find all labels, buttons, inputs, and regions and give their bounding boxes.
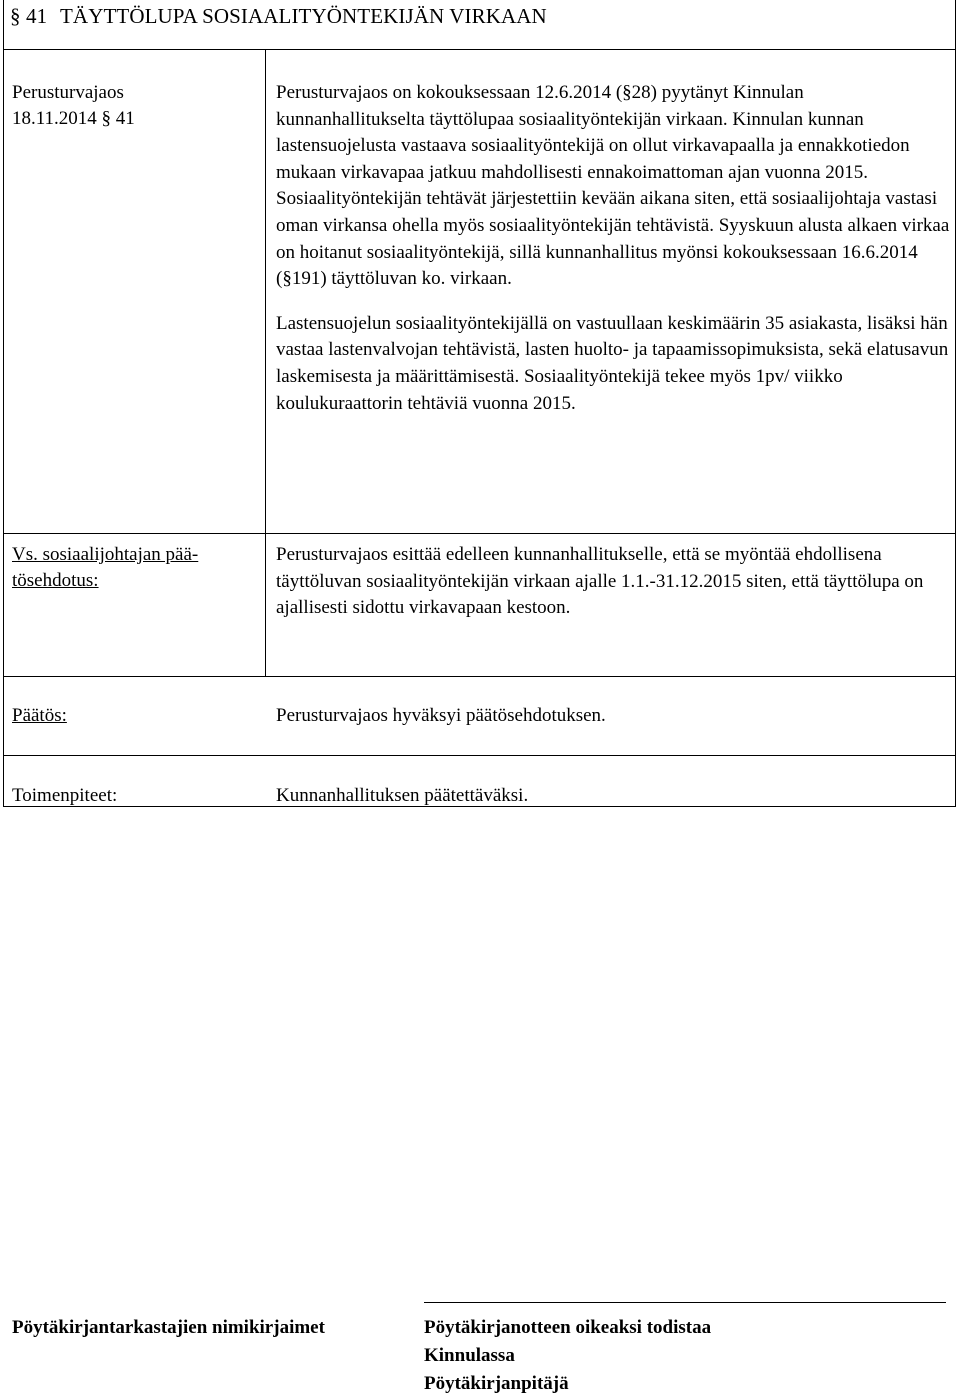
signature-line xyxy=(424,1302,946,1303)
footer-certification xyxy=(424,1314,711,1398)
footer-keeper: Pöytäkirjanpitäjä xyxy=(424,1373,569,1394)
column-divider xyxy=(265,50,266,676)
history-paragraph-1: Perusturvajaos on kokouksessaan 12.6.2014 (§28) pyytänyt Kinnulan kunnanhallitukselta täyttölupaa sosiaalityöntekijän virkaan. Kinnulan kunnan lastensuojelusta vastaava sosiaalityöntekijä on ollut virkavapaalla ja ennakkotiedon mukaan virkavapaa jatkuu mahdollisesti ennakoimattoman ajan vuonna 2015. Sosiaalityöntekijän tehtävät järjestettiin kevään aikana siten, että sosiaalijohtaja vastasi oman virkansa ohella myös sosiaalityöntekijän tehtävistä. Syyskuun alusta alkaen virkaa on hoitanut sosiaalityöntekijä, sillä kunnanhallitus myönsi kokouksessaan 16.6.2014 (§191) täyttöluvan ko. virkaan. xyxy=(276,82,950,290)
decision-label: Päätös: xyxy=(12,705,67,726)
actions-label: Toimenpiteet: xyxy=(12,785,118,806)
history-label-line1: Perusturvajaos xyxy=(12,82,124,103)
section-title xyxy=(10,4,547,29)
history-text xyxy=(276,80,952,417)
proposal-label xyxy=(12,542,198,594)
table-right-border xyxy=(955,50,956,806)
history-label xyxy=(12,80,135,132)
footer-place: Kinnulassa xyxy=(424,1345,515,1366)
footer-certification-line1: Pöytäkirjanotteen oikeaksi todistaa xyxy=(424,1317,712,1338)
row-divider-2 xyxy=(3,676,956,677)
row-divider-1 xyxy=(3,533,956,534)
footer-inspectors: Pöytäkirjantarkastajien nimikirjaimet xyxy=(12,1317,325,1338)
history-paragraph-2: Lastensuojelun sosiaalityöntekijällä on vastuullaan keskimäärin 35 asiakasta, lisäksi hän vastaa lastenvalvojan tehtävistä, lasten huolto- ja tapaamissopimuksista, sekä elatusavun laskemisesta ja määrittämisestä. Sosiaalityöntekijä tekee myös 1pv/ viikko koulukuraattorin tehtäviä vuonna 2015. xyxy=(276,312,949,414)
table-left-border xyxy=(3,50,4,806)
section-number: § 41 xyxy=(10,4,48,28)
proposal-label-line1: Vs. sosiaalijohtajan pää- xyxy=(12,544,199,565)
actions-text: Kunnanhallituksen päätettäväksi. xyxy=(276,785,529,806)
history-label-line2: 18.11.2014 § 41 xyxy=(12,108,135,129)
row-divider-3 xyxy=(3,755,956,756)
decision-text: Perusturvajaos hyväksyi päätösehdotuksen. xyxy=(276,705,606,726)
proposal-text: Perusturvajaos esittää edelleen kunnanhallitukselle, että se myöntää ehdollisena täyttöluvan sosiaalityöntekijän virkaan ajalle 1.1.-31.12.2015 siten, että täyttölupa on ajallisesti sidottu virkavapaan kestoon. xyxy=(276,544,924,619)
section-heading: TÄYTTÖLUPA SOSIAALITYÖNTEKIJÄN VIRKAAN xyxy=(60,4,547,28)
proposal-label-line2: tösehdotus: xyxy=(12,570,99,591)
